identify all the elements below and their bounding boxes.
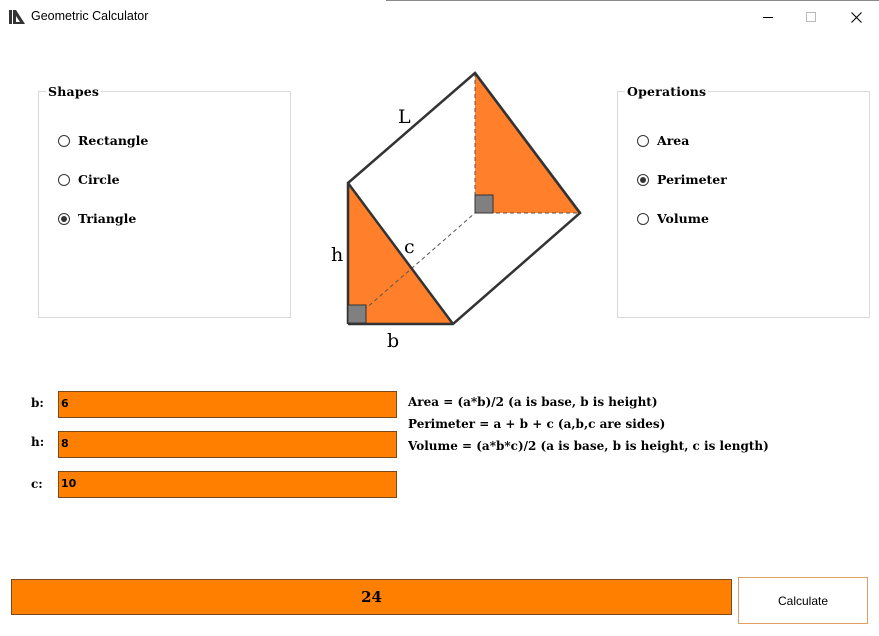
maximize-icon <box>806 12 816 22</box>
operation-option-volume[interactable] <box>637 211 709 226</box>
operation-label-area: Area <box>657 133 690 148</box>
front-right-angle-marker <box>348 305 366 323</box>
shape-label-rectangle: Rectangle <box>78 133 149 148</box>
maximize-button[interactable] <box>788 0 834 34</box>
triangular-prism-diagram <box>320 66 610 356</box>
label-base: b <box>387 330 400 352</box>
label-height: h <box>331 244 344 266</box>
label-hypotenuse: c <box>404 236 415 258</box>
close-icon <box>851 12 862 23</box>
input-c[interactable]: 10 <box>58 471 397 498</box>
shape-option-rectangle[interactable] <box>58 133 148 148</box>
minimize-icon <box>763 12 773 22</box>
input-h[interactable]: 8 <box>58 431 397 458</box>
result-value: 24 <box>361 588 382 606</box>
radio-rectangle[interactable] <box>58 135 70 147</box>
formula-volume: Volume = (a*b*c)/2 (a is base, b is height, c is length) <box>408 439 769 453</box>
operations-legend: Operations <box>627 84 707 99</box>
shape-label-circle: Circle <box>78 172 120 187</box>
operation-option-area[interactable] <box>637 133 689 148</box>
radio-triangle[interactable] <box>58 213 70 225</box>
app-logo-icon <box>9 10 25 24</box>
title-bar <box>0 0 879 34</box>
shape-option-circle[interactable] <box>58 172 120 187</box>
formula-area: Area = (a*b)/2 (a is base, b is height) <box>408 395 658 409</box>
calculate-button[interactable]: Calculate <box>738 577 868 624</box>
radio-area[interactable] <box>637 135 649 147</box>
operation-option-perimeter[interactable] <box>637 172 727 187</box>
formula-perimeter: Perimeter = a + b + c (a,b,c are sides) <box>408 417 666 431</box>
radio-perimeter[interactable] <box>637 174 649 186</box>
minimize-button[interactable] <box>745 0 791 34</box>
shape-label-triangle: Triangle <box>78 211 137 226</box>
close-button[interactable] <box>833 0 879 34</box>
radio-volume[interactable] <box>637 213 649 225</box>
input-b[interactable]: 6 <box>58 391 397 418</box>
operations-group <box>617 84 870 318</box>
radio-circle[interactable] <box>58 174 70 186</box>
label-length: L <box>398 106 411 128</box>
shapes-legend: Shapes <box>48 84 100 99</box>
input-label-b: b: <box>31 396 44 410</box>
input-label-c: c: <box>31 477 43 491</box>
result-display <box>11 579 732 615</box>
shapes-group <box>38 84 291 318</box>
shape-option-triangle[interactable] <box>58 211 136 226</box>
back-right-angle-marker <box>475 195 493 213</box>
operation-label-perimeter: Perimeter <box>657 172 727 187</box>
window-title: Geometric Calculator <box>31 9 149 23</box>
operation-label-volume: Volume <box>657 211 709 226</box>
input-label-h: h: <box>31 435 45 449</box>
